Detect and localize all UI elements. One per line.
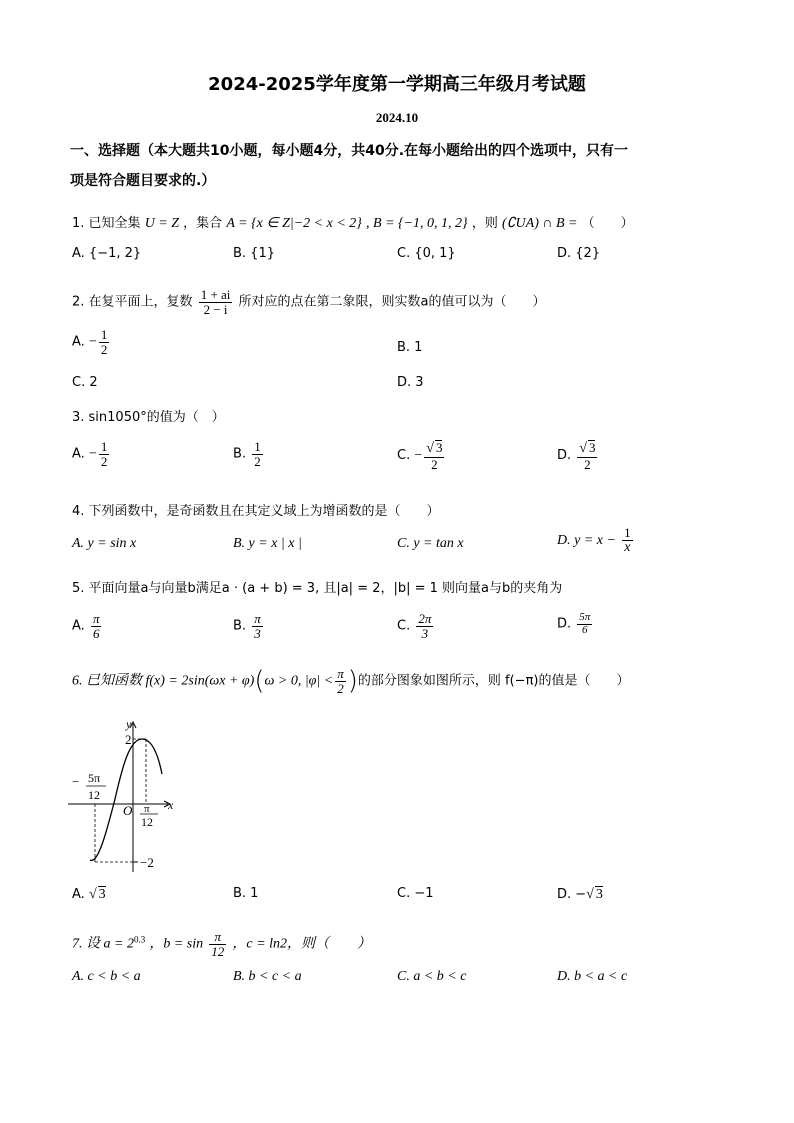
q3-option-d-label: D. (557, 448, 572, 464)
q3-option-a-label: A. (72, 446, 85, 462)
q5-option-c-label: C. (397, 618, 411, 634)
q3-option-d[interactable] (557, 440, 599, 471)
q3-b-num: 1 (254, 439, 261, 454)
q6-option-b[interactable]: B. 1 (233, 886, 259, 901)
q2-option-b[interactable]: B. 1 (397, 340, 423, 355)
y-label: y (126, 717, 132, 731)
q4-option-c-text: C. y = tan x (397, 536, 464, 551)
question-6: 6. 已知函数 f(x) = 2sin(ωx + φ)(ω > 0, |φ| < $\frac{\pi}{2}$ )的部分图象如图所示，则 f(−π)的值是（ ） (72, 665, 630, 696)
min-label: −2 (140, 855, 154, 870)
q1-option-c[interactable]: C. {0, 1} (397, 246, 456, 261)
q3-option-b-frac (252, 440, 263, 468)
q2-fraction-numerator: 1 + ai (200, 287, 231, 302)
q3-option-c-frac: $\frac{√ 3}{2}$ (426, 440, 443, 472)
q6-function: 6. 已知函数 f(x) = 2sin(ωx + φ) (72, 673, 255, 689)
q5-c-num: 2π (418, 611, 432, 626)
q7-frac-den: 12 (211, 943, 225, 959)
left-tick-num: 5π (88, 771, 101, 785)
q5-b-den: 3 (254, 625, 261, 641)
q1-expr: (∁UA) ∩ B = (501, 216, 578, 231)
q2-option-a[interactable]: A. − $\frac{1}{2}$ (72, 327, 108, 357)
q7-option-a-text: A. c < b < a (72, 969, 141, 984)
section-heading-line1: 一、选择题（本大题共10小题，每小题4分，共40分.在每小题给出的四个选项中，只有一 (70, 143, 629, 159)
question-4: 4. 下列函数中，是奇函数且在其定义域上为增函数的是（ ） (72, 504, 440, 519)
q7-option-c-text: C. a < b < c (397, 969, 467, 984)
q7-option-c[interactable] (397, 969, 466, 985)
right-tick-den: 12 (141, 815, 153, 829)
q3-c-den: 2 (431, 456, 438, 472)
q7-frac (209, 930, 226, 958)
q3-option-b-label: B. (233, 446, 247, 462)
question-3: 3. sin1050°的值为（ ） (72, 410, 225, 425)
q5-a-num: π (92, 611, 100, 626)
q5-option-b[interactable] (233, 612, 265, 640)
q2-suffix: 所对应的点在第二象限，则实数a的值可以为（ ） (238, 294, 546, 310)
q4-d-den: x (624, 539, 631, 555)
q2-option-d[interactable]: D. 3 (397, 375, 424, 390)
q5-b-num: π (254, 611, 261, 626)
q4-option-b-text: B. y = x | x | (233, 536, 302, 551)
q5-option-a-frac (91, 612, 102, 640)
q3-option-d-frac: $\frac{√ 3}{2}$ (579, 440, 596, 472)
left-tick-sign: − (72, 774, 80, 789)
q2-fraction-denominator: 2 − i (203, 301, 228, 317)
q3-a-den: 2 (100, 453, 108, 469)
q2-option-a-den: 2 (100, 341, 108, 357)
q6-graph (68, 714, 198, 874)
q3-option-c[interactable]: C. − $\frac{√ 3}{2}$ (397, 440, 443, 472)
q3-b-den: 2 (254, 453, 261, 469)
q7-option-a[interactable] (72, 969, 141, 985)
question-5: 5. 平面向量a与向量b满足a · (a + b) = 3, 且|a| = 2，|b| = 1 则向量a与b的夹角为 (72, 581, 563, 596)
q3-d-den: 2 (584, 456, 591, 472)
q3-option-c-label: C. (397, 448, 411, 464)
q7-b-def: ，b = sin (149, 936, 204, 952)
question-1 (72, 212, 634, 232)
q4-option-b[interactable] (233, 536, 302, 552)
q7-frac-num: π (209, 930, 226, 945)
q1-universe: U = Z (144, 216, 180, 231)
q7-option-d[interactable] (557, 969, 627, 985)
q5-d-den: 6 (582, 623, 588, 636)
left-tick-den: 12 (88, 788, 100, 802)
q2-option-a-num: 1 (100, 327, 108, 342)
q3-option-b[interactable] (233, 440, 265, 468)
q7-exponent: 0.3 (133, 934, 146, 945)
origin-label: O (123, 803, 133, 818)
q5-option-d-label: D. (557, 616, 572, 632)
q7-option-d-text: D. b < a < c (557, 969, 628, 984)
q7-a-def: 7. 设 a = 2 (72, 936, 134, 952)
sine-curve (90, 739, 162, 860)
q7-option-b-text: B. b < c < a (233, 969, 302, 984)
q3-a-num: 1 (100, 439, 108, 454)
q2-prefix: 2. 在复平面上，复数 (72, 294, 193, 310)
q1-prefix: 1. 已知全集 (72, 216, 141, 231)
q5-option-c-frac (416, 612, 433, 640)
q5-option-a[interactable] (72, 612, 103, 640)
q7-c-def: ，c = ln2，则（ ） (232, 936, 371, 952)
q4-d-num: 1 (624, 525, 631, 540)
exam-date: 2024.10 (375, 110, 419, 125)
q5-option-d-frac (577, 612, 592, 636)
q6-option-d-radicand: 3 (595, 887, 603, 902)
q5-a-den: 6 (92, 625, 100, 641)
q5-c-den: 3 (421, 625, 429, 641)
q1-then: ，则 (471, 216, 498, 231)
q1-option-b[interactable]: B. {1} (233, 246, 275, 261)
q5-option-a-label: A. (72, 618, 85, 634)
q5-option-b-label: B. (233, 618, 247, 634)
q4-option-d-frac (622, 526, 633, 555)
q2-option-c[interactable]: C. 2 (72, 375, 98, 390)
q4-option-a[interactable] (72, 536, 136, 552)
q3-option-a[interactable]: A. − $\frac{1}{2}$ (72, 439, 108, 469)
q6-condition: ω > 0, |φ| < (264, 673, 334, 689)
section-heading-line2: 项是符合题目要求的.） (70, 173, 216, 189)
q2-option-a-frac (99, 328, 110, 356)
question-7 (72, 930, 371, 958)
q1-set-a: A = {x ∈ Z|−2 < x < 2} (226, 216, 362, 231)
q6-suffix: 的部分图象如图所示，则 f(−π)的值是（ ） (357, 673, 630, 689)
q7-option-b[interactable] (233, 969, 302, 985)
q4-option-c[interactable] (397, 536, 464, 552)
q3-option-a-frac (99, 440, 110, 468)
q1-mid: ，集合 (183, 216, 223, 231)
exam-title: 2024-2025学年度第一学期高三年级月考试题 (208, 74, 586, 95)
q6-condition-frac (335, 667, 346, 695)
question-2 (72, 288, 546, 316)
q6-option-a-label: A. (72, 887, 85, 902)
q2-option-a-label: A. (72, 334, 85, 350)
q2-fraction (199, 288, 233, 316)
q6-cond-num: π (337, 665, 344, 681)
q4-option-a-text: A. y = sin x (72, 536, 137, 551)
q3-c-radicand: 3 (435, 440, 443, 455)
q1-option-a[interactable]: A. {−1, 2} (72, 246, 142, 261)
q6-cond-den: 2 (337, 680, 344, 696)
right-tick-num: π (144, 803, 150, 815)
q5-d-num: 5π (579, 611, 591, 623)
q3-d-radicand: 3 (588, 440, 596, 455)
q6-option-c[interactable]: C. −1 (397, 886, 434, 901)
q6-option-d-label: D. − (557, 887, 587, 902)
q6-option-a-radicand: 3 (98, 887, 106, 902)
q6-option-a[interactable]: A. √ 3 (72, 887, 106, 902)
q1-set-b: , B = {−1, 0, 1, 2} (366, 216, 468, 231)
q6-option-d[interactable]: D. −√ 3 (557, 887, 603, 902)
q1-option-d[interactable]: D. {2} (557, 246, 601, 261)
q1-paren: （ ） (581, 216, 634, 231)
q5-option-b-frac (252, 612, 263, 640)
q4-option-d-prefix: D. y = x − (557, 533, 616, 549)
q5-option-c[interactable] (397, 612, 435, 640)
q4-option-d[interactable] (557, 526, 635, 555)
x-label: x (168, 798, 174, 812)
q5-option-d[interactable] (557, 612, 594, 636)
max-label: 2 (125, 732, 132, 747)
